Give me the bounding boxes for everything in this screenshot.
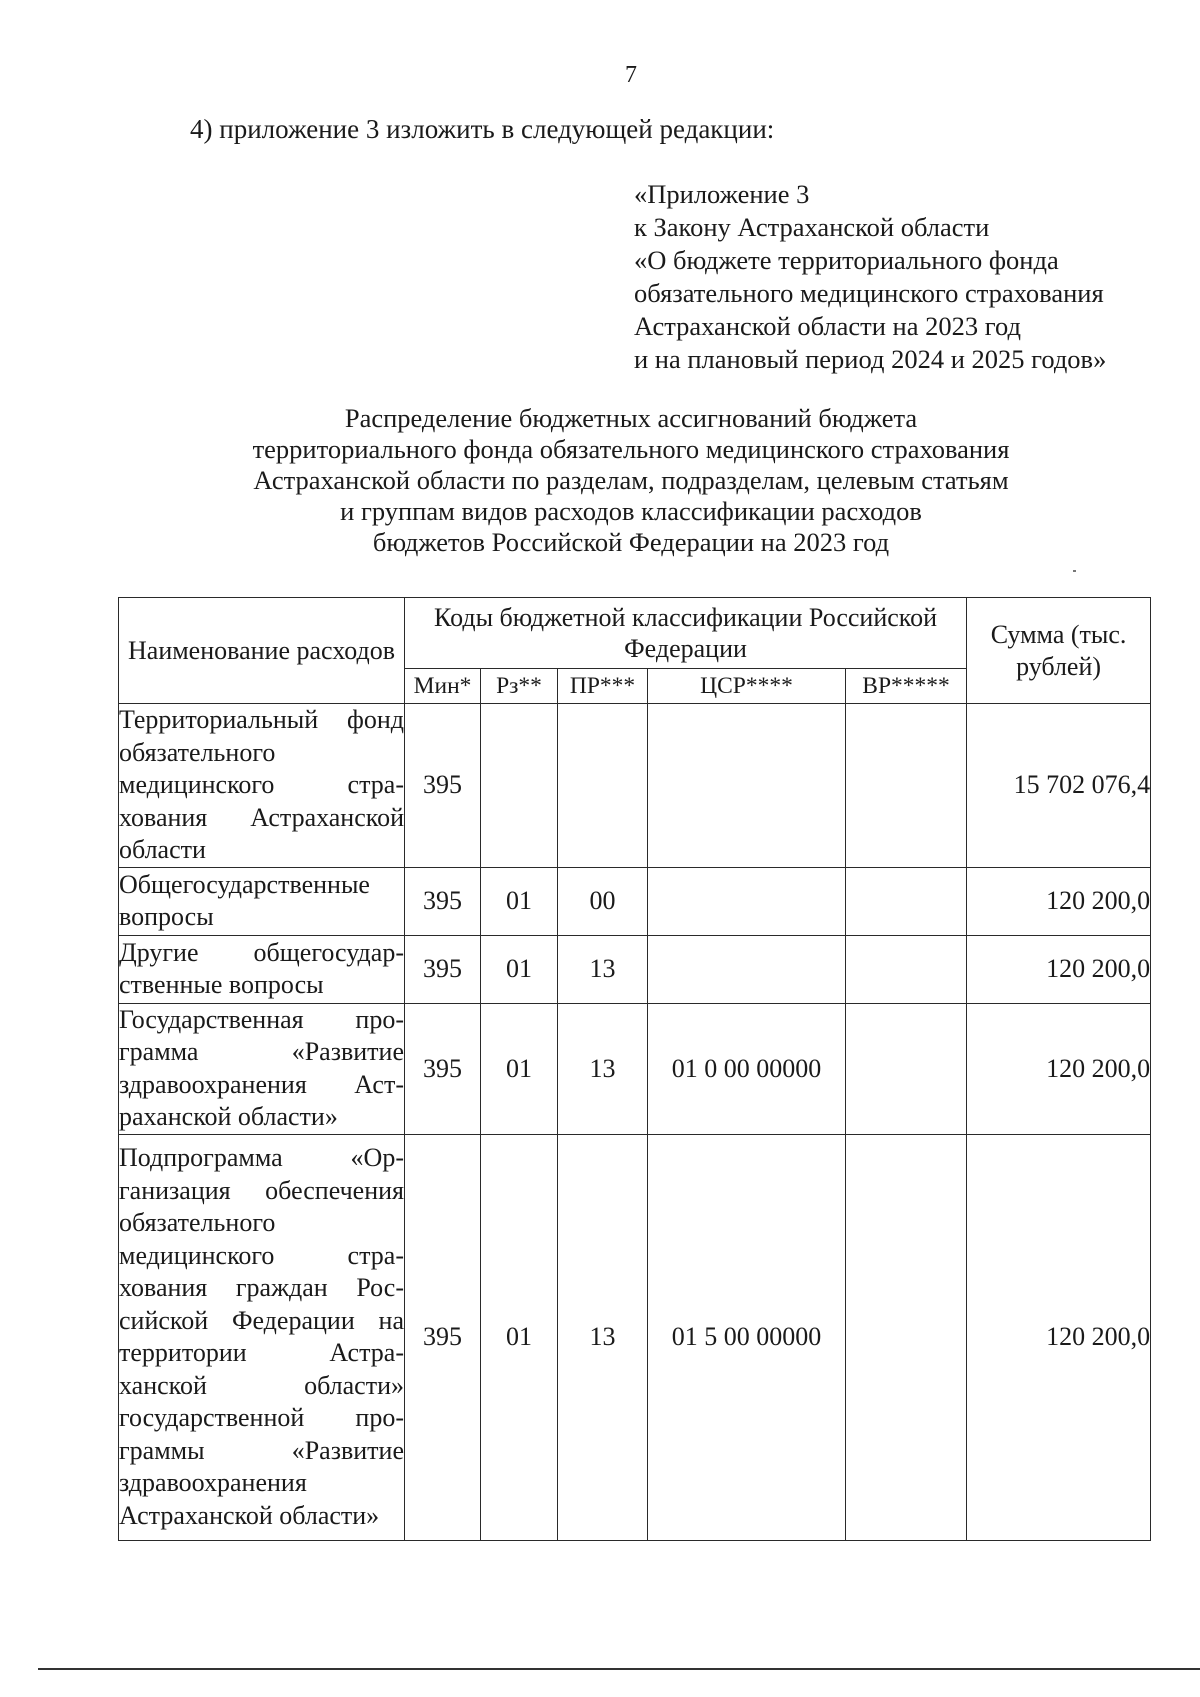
row-csr: [648, 935, 846, 1003]
row-pr: 00: [558, 867, 648, 935]
header-name: Наименование расходов: [119, 598, 405, 704]
row-sum: 120 200,0: [967, 1134, 1151, 1540]
row-pr: 13: [558, 935, 648, 1003]
title-line: Распределение бюджетных ассигнований бюджета: [344, 403, 918, 433]
header-rz: Рз**: [481, 669, 558, 704]
row-sum: 120 200,0: [967, 867, 1151, 935]
row-name: Подпрограмма «Организация обеспечения обязательного медицинского страхования граждан Российской Федерации на территории Астраханской области» государственной программы «Развитие здравоохранения Астраханской области»: [119, 1134, 405, 1540]
document-title: [0, 403, 1200, 558]
header-codes: Коды бюджетной классификации Российской Федерации: [405, 598, 967, 669]
title-line: бюджетов Российской Федерации на 2023 год: [372, 527, 890, 557]
row-vr: [846, 1134, 967, 1540]
table-header-row: [119, 598, 1151, 669]
row-sum: 15 702 076,4: [967, 704, 1151, 868]
row-min: 395: [405, 704, 481, 868]
annex-header-line: обязательного медицинского страхования: [634, 278, 1104, 308]
annex-header: [634, 178, 1106, 376]
annex-header-line: Астраханской области на 2023 год: [634, 311, 1021, 341]
annex-header-line: «О бюджете территориального фонда: [634, 245, 1059, 275]
row-pr: 13: [558, 1134, 648, 1540]
header-pr: ПР***: [558, 669, 648, 704]
row-vr: [846, 1003, 967, 1134]
row-min: 395: [405, 867, 481, 935]
annex-header-line: «Приложение 3: [634, 179, 810, 209]
row-rz: [481, 704, 558, 868]
title-line: Астраханской области по разделам, подразделам, целевым статьям: [253, 465, 1009, 495]
table-row: [119, 1003, 1151, 1134]
intro-text: 4) приложение 3 изложить в следующей редакции:: [190, 114, 775, 144]
row-name: Общегосударственные вопросы: [119, 867, 405, 935]
header-min: Мин*: [405, 669, 481, 704]
row-csr: 01 0 00 00000: [648, 1003, 846, 1134]
annex-header-line: к Закону Астраханской области: [634, 212, 990, 242]
row-vr: [846, 867, 967, 935]
header-vr: ВР*****: [846, 669, 967, 704]
table-row: [119, 867, 1151, 935]
row-rz: 01: [481, 867, 558, 935]
row-csr: 01 5 00 00000: [648, 1134, 846, 1540]
row-rz: 01: [481, 935, 558, 1003]
row-min: 395: [405, 935, 481, 1003]
footer-rule: [38, 1668, 1200, 1670]
row-sum: 120 200,0: [967, 1003, 1151, 1134]
row-rz: 01: [481, 1003, 558, 1134]
row-sum: 120 200,0: [967, 935, 1151, 1003]
row-rz: 01: [481, 1134, 558, 1540]
row-csr: [648, 867, 846, 935]
table-row: [119, 704, 1151, 868]
row-vr: [846, 704, 967, 868]
row-name: Другие общегосударственные вопросы: [119, 935, 405, 1003]
header-csr: ЦСР****: [648, 669, 846, 704]
row-name: Территориальный фонд обязательного медицинского страхования Астраханской области: [119, 704, 405, 868]
table-row: [119, 935, 1151, 1003]
title-line: территориального фонда обязательного медицинского страхования: [252, 434, 1010, 464]
row-pr: 13: [558, 1003, 648, 1134]
row-name: Государственная программа «Развитие здравоохранения Астраханской области»: [119, 1003, 405, 1134]
budget-table: [118, 597, 1151, 1541]
row-csr: [648, 704, 846, 868]
row-vr: [846, 935, 967, 1003]
scan-speck: [1073, 570, 1076, 572]
row-min: 395: [405, 1134, 481, 1540]
annex-header-line: и на плановый период 2024 и 2025 годов»: [634, 344, 1107, 374]
header-sum: Сумма (тыс. рублей): [967, 598, 1151, 704]
row-min: 395: [405, 1003, 481, 1134]
title-line: и группам видов расходов классификации расходов: [340, 496, 922, 526]
table-row: [119, 1134, 1151, 1540]
page-number: 7: [625, 62, 637, 88]
row-pr: [558, 704, 648, 868]
